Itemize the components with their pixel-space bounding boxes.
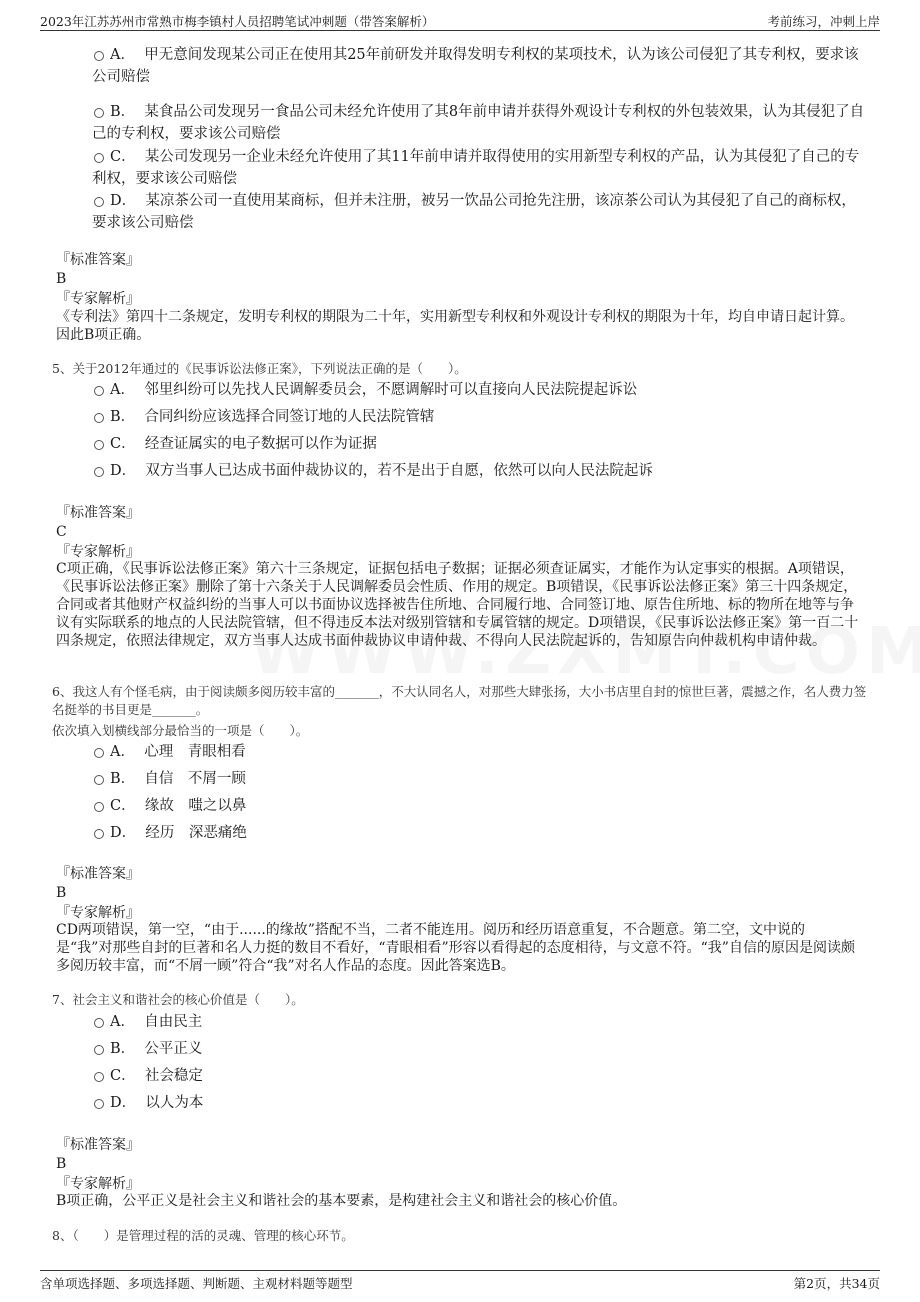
radio-icon[interactable] bbox=[94, 440, 104, 450]
prev-option-d[interactable]: D． 某凉茶公司一直使用某商标，但并未注册，被另一饮品公司抢先注册，该凉茶公司认为其侵犯了自己的商标权，要求该公司赔偿 bbox=[92, 193, 856, 231]
q5-option-d[interactable]: D． 双方当事人已达成书面仲裁协议的，若不是出于自愿，依然可以向人民法院起诉 bbox=[92, 460, 867, 482]
q7-option-c[interactable]: C． 社会稳定 bbox=[92, 1065, 867, 1087]
radio-icon[interactable] bbox=[94, 802, 104, 812]
analysis-text: CD两项错误，第一空，“由于......的缘故”搭配不当，二者不能连用。阅历和经历语意重复，不合题意。第二空，文中说的是“我”对那些自封的巨著和名人力挺的数目不看好，“青眼相看”形容以看得起的态度相待，与文意不符。“我”自信的原因是阅读颇多阅历较丰富，而“不屑一顾”符合“我”对名人作品的态度。因此答案选B。 bbox=[56, 922, 855, 974]
radio-icon[interactable] bbox=[94, 108, 104, 118]
q7-option-d[interactable]: D． 以人为本 bbox=[92, 1092, 867, 1114]
q6-option-d[interactable]: D． 经历 深恶痛绝 bbox=[92, 822, 867, 844]
question-stem: 8、（ ）是管理过程的活的灵魂、管理的核心环节。 bbox=[52, 1228, 354, 1243]
radio-icon[interactable] bbox=[94, 386, 104, 396]
analysis-text: C项正确，《民事诉讼法修正案》第六十三条规定，证据包括电子数据；证据必须查证属实，才能作为认定事实的根据。A项错误，《民事诉讼法修正案》删除了第十六条关于人民调解委员会性质、作用的规定。B项错误，《民事诉讼法修正案》第三十四条规定，合同或者其他财产权益纠纷的当事人可以书面协议选择被告住所地、合同履行地、合同签订地、原告住所地、标的物所在地等与争议有实际联系的地点的人民法院管辖，但不得违反本法对级别管辖和专属管辖的规定。D项错误，《民事诉讼法修正案》第一百二十四条规定，依照法律规定，双方当事人达成书面仲裁协议申请仲裁、不得向人民法院起诉的，告知原告向仲裁机构申请仲裁。 bbox=[56, 561, 859, 649]
q5-option-a[interactable]: A． 邻里纠纷可以先找人民调解委员会，不愿调解时可以直接向人民法院提起诉讼 bbox=[92, 379, 867, 401]
header-slogan: 考前练习，冲刺上岸 bbox=[767, 14, 880, 29]
radio-icon[interactable] bbox=[94, 1072, 104, 1082]
analysis-label: 『专家解析』 bbox=[56, 544, 140, 560]
q7-option-a[interactable]: A． 自由民主 bbox=[92, 1011, 867, 1033]
prev-option-a[interactable]: A． 甲无意间发现某公司正在使用其25年前研发并取得发明专利权的某项技术，认为该公司侵犯了其专利权，要求该公司赔偿 bbox=[92, 47, 859, 85]
answer-label: 『标准答案』 bbox=[56, 866, 140, 882]
analysis-label: 『专家解析』 bbox=[56, 1176, 140, 1192]
radio-icon[interactable] bbox=[94, 153, 104, 163]
analysis-label: 『专家解析』 bbox=[56, 905, 140, 921]
question-stem: 6、我这人有个怪毛病，由于阅读颇多阅历较丰富的_______，不大认同名人，对那些大肆张扬，大小书店里自封的惊世巨著，震撼之作，名人费力签名挺举的书目更是_______。 bbox=[52, 684, 867, 717]
radio-icon[interactable] bbox=[94, 467, 104, 477]
prev-option-c[interactable]: C． 某公司发现另一企业未经允许使用了其11年前申请并取得使用的实用新型专利权的产品，认为其侵犯了自己的专利权，要求该公司赔偿 bbox=[92, 149, 860, 187]
radio-icon[interactable] bbox=[94, 1018, 104, 1028]
q5-option-c[interactable]: C． 经查证属实的电子数据可以作为证据 bbox=[92, 433, 867, 455]
q5-option-b[interactable]: B． 合同纠纷应该选择合同签订地的人民法院管辖 bbox=[92, 406, 867, 428]
page-header bbox=[40, 10, 880, 31]
answer-value: B bbox=[56, 271, 67, 287]
answer-value: B bbox=[56, 1156, 67, 1172]
radio-icon[interactable] bbox=[94, 829, 104, 839]
analysis-label: 『专家解析』 bbox=[56, 291, 140, 307]
prev-option-b[interactable]: B． 某食品公司发现另一食品公司未经允许使用了其8年前申请并获得外观设计专利权的外包装效果，认为其侵犯了自己的专利权，要求该公司赔偿 bbox=[92, 104, 865, 142]
question-stem: 7、社会主义和谐社会的核心价值是（ ）。 bbox=[52, 992, 304, 1007]
answer-value: C bbox=[56, 524, 67, 540]
radio-icon[interactable] bbox=[94, 197, 104, 207]
doc-title: 2023年江苏苏州市常熟市梅李镇村人员招聘笔试冲刺题（带答案解析） bbox=[40, 14, 435, 29]
page-footer bbox=[40, 1270, 880, 1293]
radio-icon[interactable] bbox=[94, 775, 104, 785]
q6-option-a[interactable]: A． 心理 青眼相看 bbox=[92, 741, 867, 763]
answer-label: 『标准答案』 bbox=[56, 505, 140, 521]
radio-icon[interactable] bbox=[94, 1045, 104, 1055]
radio-icon[interactable] bbox=[94, 413, 104, 423]
watermark bbox=[250, 615, 920, 689]
page-number: 第2页，共34页 bbox=[793, 1276, 880, 1291]
q6-option-c[interactable]: C． 缘故 嗤之以鼻 bbox=[92, 795, 867, 817]
radio-icon[interactable] bbox=[94, 748, 104, 758]
question-stem: 5、关于2012年通过的《民事诉讼法修正案》，下列说法正确的是（ ）。 bbox=[52, 361, 467, 376]
q7-option-b[interactable]: B． 公平正义 bbox=[92, 1038, 867, 1060]
footer-types: 含单项选择题、多项选择题、判断题、主观材料题等题型 bbox=[40, 1276, 353, 1291]
radio-icon[interactable] bbox=[94, 51, 104, 61]
answer-label: 『标准答案』 bbox=[56, 1137, 140, 1153]
question-sub: 依次填入划横线部分最恰当的一项是（ ）。 bbox=[52, 723, 309, 738]
answer-value: B bbox=[56, 885, 67, 901]
analysis-text: 《专利法》第四十二条规定，发明专利权的期限为二十年，实用新型专利权和外观设计专利权的期限为十年，均自申请日起计算。因此B项正确。 bbox=[56, 309, 854, 343]
q6-option-b[interactable]: B． 自信 不屑一顾 bbox=[92, 768, 867, 790]
analysis-text: B项正确，公平正义是社会主义和谐社会的基本要素，是构建社会主义和谐社会的核心价值。 bbox=[56, 1193, 627, 1209]
radio-icon[interactable] bbox=[94, 1099, 104, 1109]
answer-label: 『标准答案』 bbox=[56, 252, 140, 268]
